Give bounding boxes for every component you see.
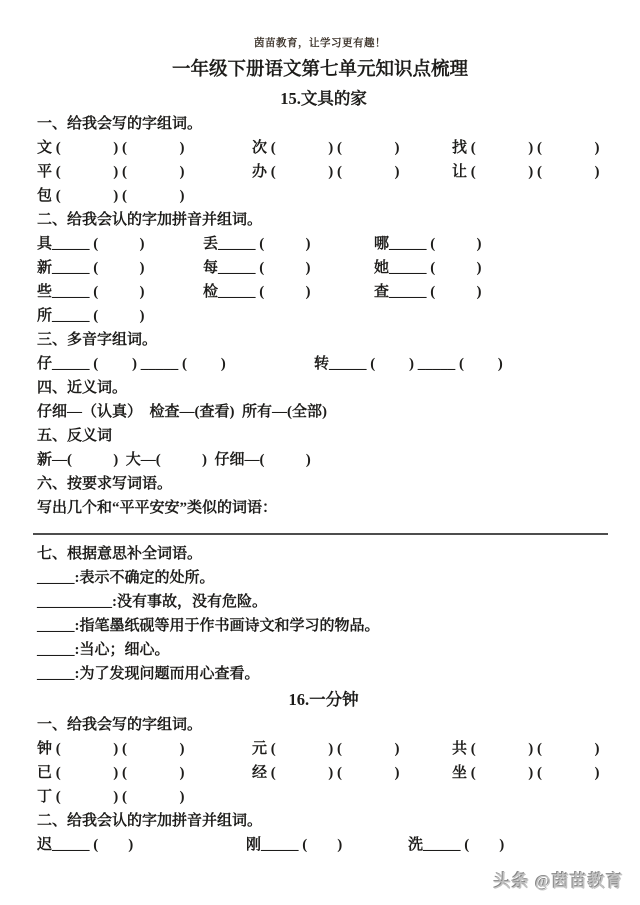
section-heading: 六、按要求写词语。 [37, 476, 173, 492]
worksheet-cell: 经 ( ) ( ) [252, 765, 400, 781]
worksheet-cell: 哪_____ ( ) [374, 236, 482, 252]
worksheet-cell: 共 ( ) ( ) [452, 741, 600, 757]
worksheet-cell: 坐 ( ) ( ) [452, 765, 600, 781]
section-heading: 二、给我会认的字加拼音并组词。 [37, 212, 263, 228]
worksheet-cell: 元 ( ) ( ) [252, 741, 400, 757]
worksheet-cell: 丢_____ ( ) [203, 236, 311, 252]
worksheet-row [37, 280, 610, 304]
document-lines [0, 85, 640, 857]
section-divider [33, 533, 608, 535]
worksheet-row [37, 352, 610, 376]
watermark: 头条 @茵苗教育 [493, 872, 624, 891]
text-line: _____:为了发现问题而用心查看。 [37, 666, 260, 682]
worksheet-row [37, 761, 610, 785]
worksheet-cell: 具_____ ( ) [37, 236, 145, 252]
worksheet-cell: 些_____ ( ) [37, 284, 145, 300]
worksheet-cell: 查_____ ( ) [374, 284, 482, 300]
worksheet-cell: 丁 ( ) ( ) [37, 789, 185, 805]
worksheet-cell: 新_____ ( ) [37, 260, 145, 276]
section-heading: 七、根据意思补全词语。 [37, 546, 203, 562]
text-line: 仔细—（认真） 检查—(查看) 所有—(全部) [37, 404, 327, 420]
worksheet-cell: 洗_____ ( ) [408, 837, 505, 853]
header-note: 茵苗教育，让学习更有趣！ [254, 38, 386, 49]
worksheet-cell: 每_____ ( ) [203, 260, 311, 276]
section-heading: 五、反义词 [37, 428, 113, 444]
text-line: __________:没有事故，没有危险。 [37, 594, 267, 610]
worksheet-cell: 平 ( ) ( ) [37, 164, 185, 180]
worksheet-row [37, 136, 610, 160]
worksheet-row [37, 304, 610, 328]
worksheet-cell: 迟_____ ( ) [37, 837, 134, 853]
lesson-title: 15.文具的家 [280, 89, 367, 108]
worksheet-row [37, 737, 610, 761]
text-line: _____:当心；细心。 [37, 642, 170, 658]
worksheet-cell: 所_____ ( ) [37, 308, 145, 324]
worksheet-cell: 转_____ ( ) _____ ( ) [314, 356, 503, 372]
text-line: _____:指笔墨纸砚等用于作书画诗文和学习的物品。 [37, 618, 380, 634]
worksheet-cell: 她_____ ( ) [374, 260, 482, 276]
worksheet-row [37, 833, 610, 857]
worksheet-cell: 检_____ ( ) [203, 284, 311, 300]
worksheet-cell: 办 ( ) ( ) [252, 164, 400, 180]
worksheet-cell: 刚_____ ( ) [246, 837, 343, 853]
worksheet-cell: 让 ( ) ( ) [452, 164, 600, 180]
lesson-title: 16.一分钟 [288, 690, 359, 709]
section-heading: 二、给我会认的字加拼音并组词。 [37, 813, 263, 829]
worksheet-cell: 仔_____ ( ) _____ ( ) [37, 356, 226, 372]
section-heading: 一、给我会写的字组词。 [37, 116, 203, 132]
section-heading: 四、近义词。 [37, 380, 128, 396]
section-heading: 三、多音字组词。 [37, 332, 158, 348]
worksheet-row [37, 232, 610, 256]
worksheet-cell: 已 ( ) ( ) [37, 765, 185, 781]
worksheet-cell: 次 ( ) ( ) [252, 140, 400, 156]
text-line: 新—( ) 大—( ) 仔细—( ) [37, 452, 311, 468]
worksheet-cell: 包 ( ) ( ) [37, 188, 185, 204]
worksheet-row [37, 184, 610, 208]
text-line: 写出几个和“平平安安”类似的词语： [37, 500, 278, 516]
worksheet-cell: 文 ( ) ( ) [37, 140, 185, 156]
doc-title: 一年级下册语文第七单元知识点梳理 [171, 60, 468, 80]
worksheet-row [37, 785, 610, 809]
section-heading: 一、给我会写的字组词。 [37, 717, 203, 733]
worksheet-row [37, 160, 610, 184]
worksheet-row [37, 256, 610, 280]
text-line: _____:表示不确定的处所。 [37, 570, 215, 586]
worksheet-cell: 钟 ( ) ( ) [37, 741, 185, 757]
worksheet-cell: 找 ( ) ( ) [452, 140, 600, 156]
